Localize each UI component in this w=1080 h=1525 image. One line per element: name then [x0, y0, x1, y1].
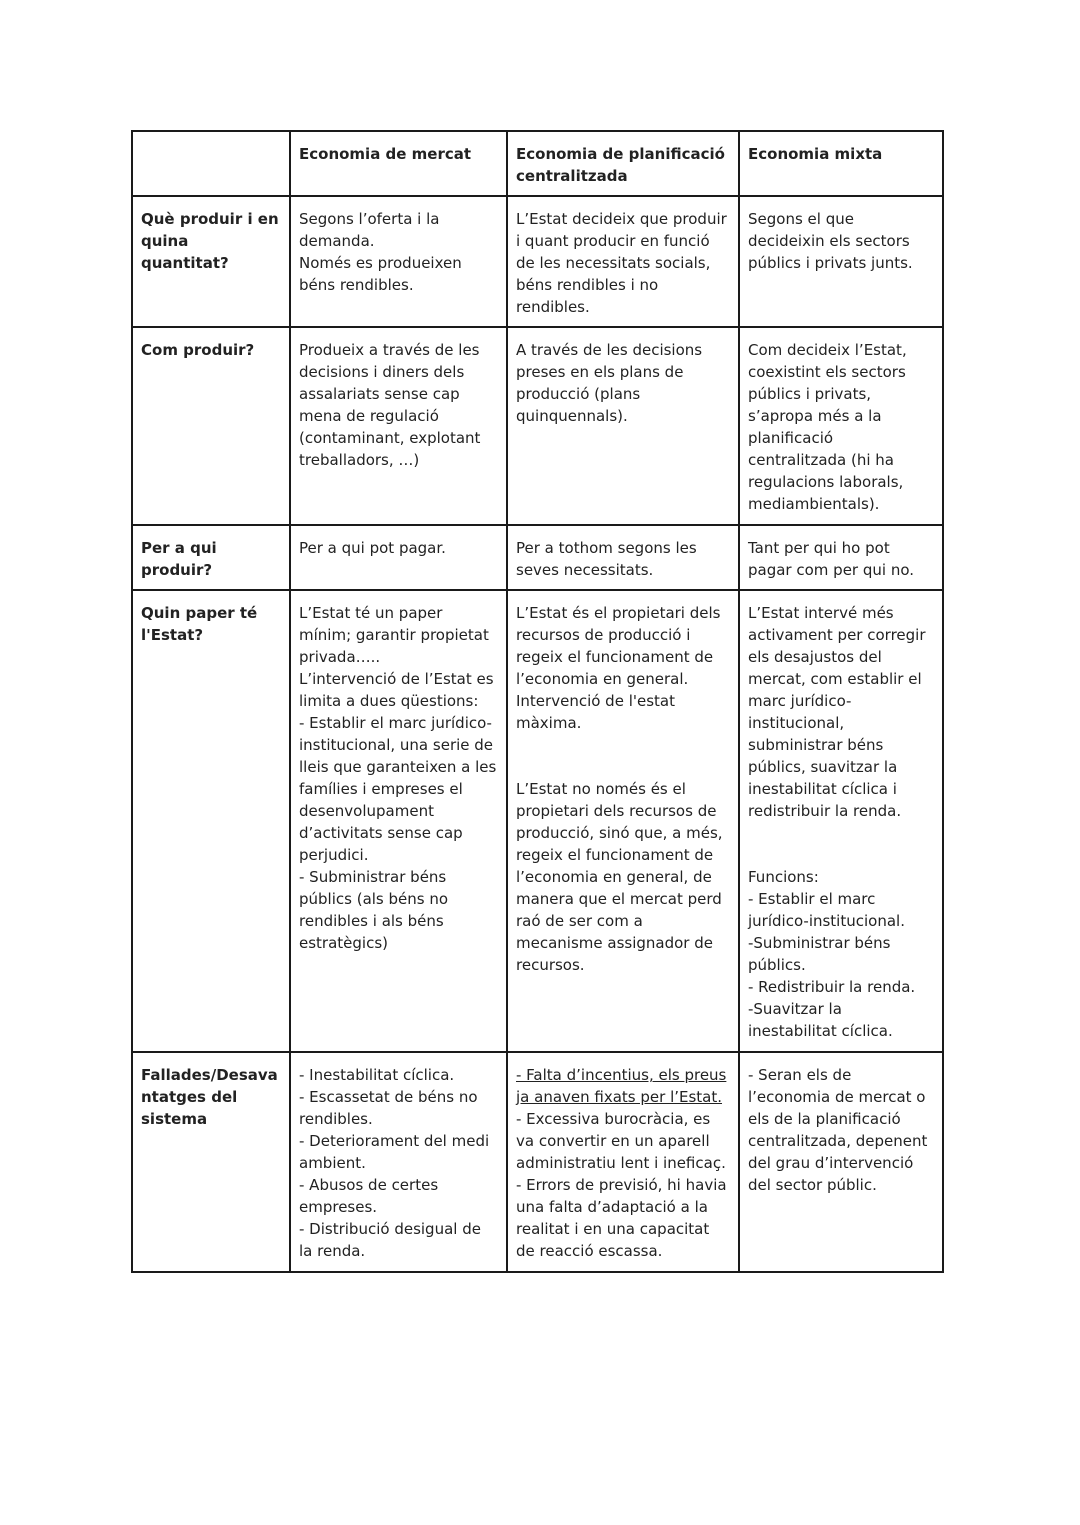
row-question: Quin paper té l'Estat? — [132, 590, 290, 1052]
table-row — [132, 196, 943, 327]
header-row — [132, 131, 943, 196]
cell-mercat: L’Estat té un paper mínim; garantir propietat privada….. L’intervenció de l’Estat es limita a dues qüestions: - Establir el marc jurídico-institucional, una serie de lleis que garanteixen a les famílies i empreses el desenvolupament d’activitats sense cap perjudici. - Subministrar béns públics (als béns no rendibles i als béns estratègics) — [290, 590, 507, 1052]
cell-planificacio — [507, 1052, 739, 1272]
table-row — [132, 327, 943, 525]
underlined-text: - Falta d’incentius, els preus ja anaven fixats per l’Estat. — [516, 1066, 727, 1106]
cell-mixta: Segons el que decideixin els sectors públics i privats junts. — [739, 196, 943, 327]
cell-mixta: L’Estat intervé més activament per corregir els desajustos del mercat, com establir el marc jurídico-institucional, subministrar béns públics, suavitzar la inestabilitat cíclica i redistribuir la renda. Funcions: - Establir el marc jurídico-institucional. -Subministrar béns públics. - Redistribuir la renda. -Suavitzar la inestabilitat cíclica. — [739, 590, 943, 1052]
cell-planificacio: L’Estat és el propietari dels recursos de producció i regeix el funcionament de l’economia en general. Intervenció de l'estat màxima. L’Estat no només és el propietari dels recursos de producció, sinó que, a més, regeix el funcionament de l’economia en general, de manera que el mercat perd raó de ser com a mecanisme assignador de recursos. — [507, 590, 739, 1052]
comparison-table — [131, 130, 944, 1273]
table-row — [132, 525, 943, 590]
cell-mixta: - Seran els de l’economia de mercat o els de la planificació centralitzada, depenent del grau d’intervenció del sector públic. — [739, 1052, 943, 1272]
cell-text: - Excessiva burocràcia, es va convertir en un aparell administratiu lent i ineficaç. - Errors de previsió, hi havia una falta d’adaptació a la realitat i en una capacitat de reacció escassa. — [516, 1110, 727, 1260]
header-empty-cell — [132, 131, 290, 196]
cell-mercat: Per a qui pot pagar. — [290, 525, 507, 590]
cell-planificacio: L’Estat decideix que produir i quant producir en funció de les necessitats socials, béns rendibles i no rendibles. — [507, 196, 739, 327]
cell-mercat: - Inestabilitat cíclica. - Escassetat de béns no rendibles. - Deteriorament del medi ambient. - Abusos de certes empreses. - Distribució desigual de la renda. — [290, 1052, 507, 1272]
table-row — [132, 590, 943, 1052]
header-economia-mercat: Economia de mercat — [290, 131, 507, 196]
cell-mercat: Produeix a través de les decisions i diners dels assalariats sense cap mena de regulació (contaminant, explotant treballadors, …) — [290, 327, 507, 525]
header-economia-planificacio: Economia de planificació centralitzada — [507, 131, 739, 196]
header-economia-mixta: Economia mixta — [739, 131, 943, 196]
row-question: Com produir? — [132, 327, 290, 525]
cell-planificacio: Per a tothom segons les seves necessitats. — [507, 525, 739, 590]
cell-mixta: Tant per qui ho pot pagar com per qui no. — [739, 525, 943, 590]
row-question: Què produir i en quina quantitat? — [132, 196, 290, 327]
cell-mixta: Com decideix l’Estat, coexistint els sectors públics i privats, s’apropa més a la planificació centralitzada (hi ha regulacions laborals, mediambientals). — [739, 327, 943, 525]
cell-mercat: Segons l’oferta i la demanda. Només es produeixen béns rendibles. — [290, 196, 507, 327]
cell-planificacio: A través de les decisions preses en els plans de producció (plans quinquennals). — [507, 327, 739, 525]
table-row — [132, 1052, 943, 1272]
row-question: Per a qui produir? — [132, 525, 290, 590]
row-question: Fallades/Desavantatges del sistema — [132, 1052, 290, 1272]
